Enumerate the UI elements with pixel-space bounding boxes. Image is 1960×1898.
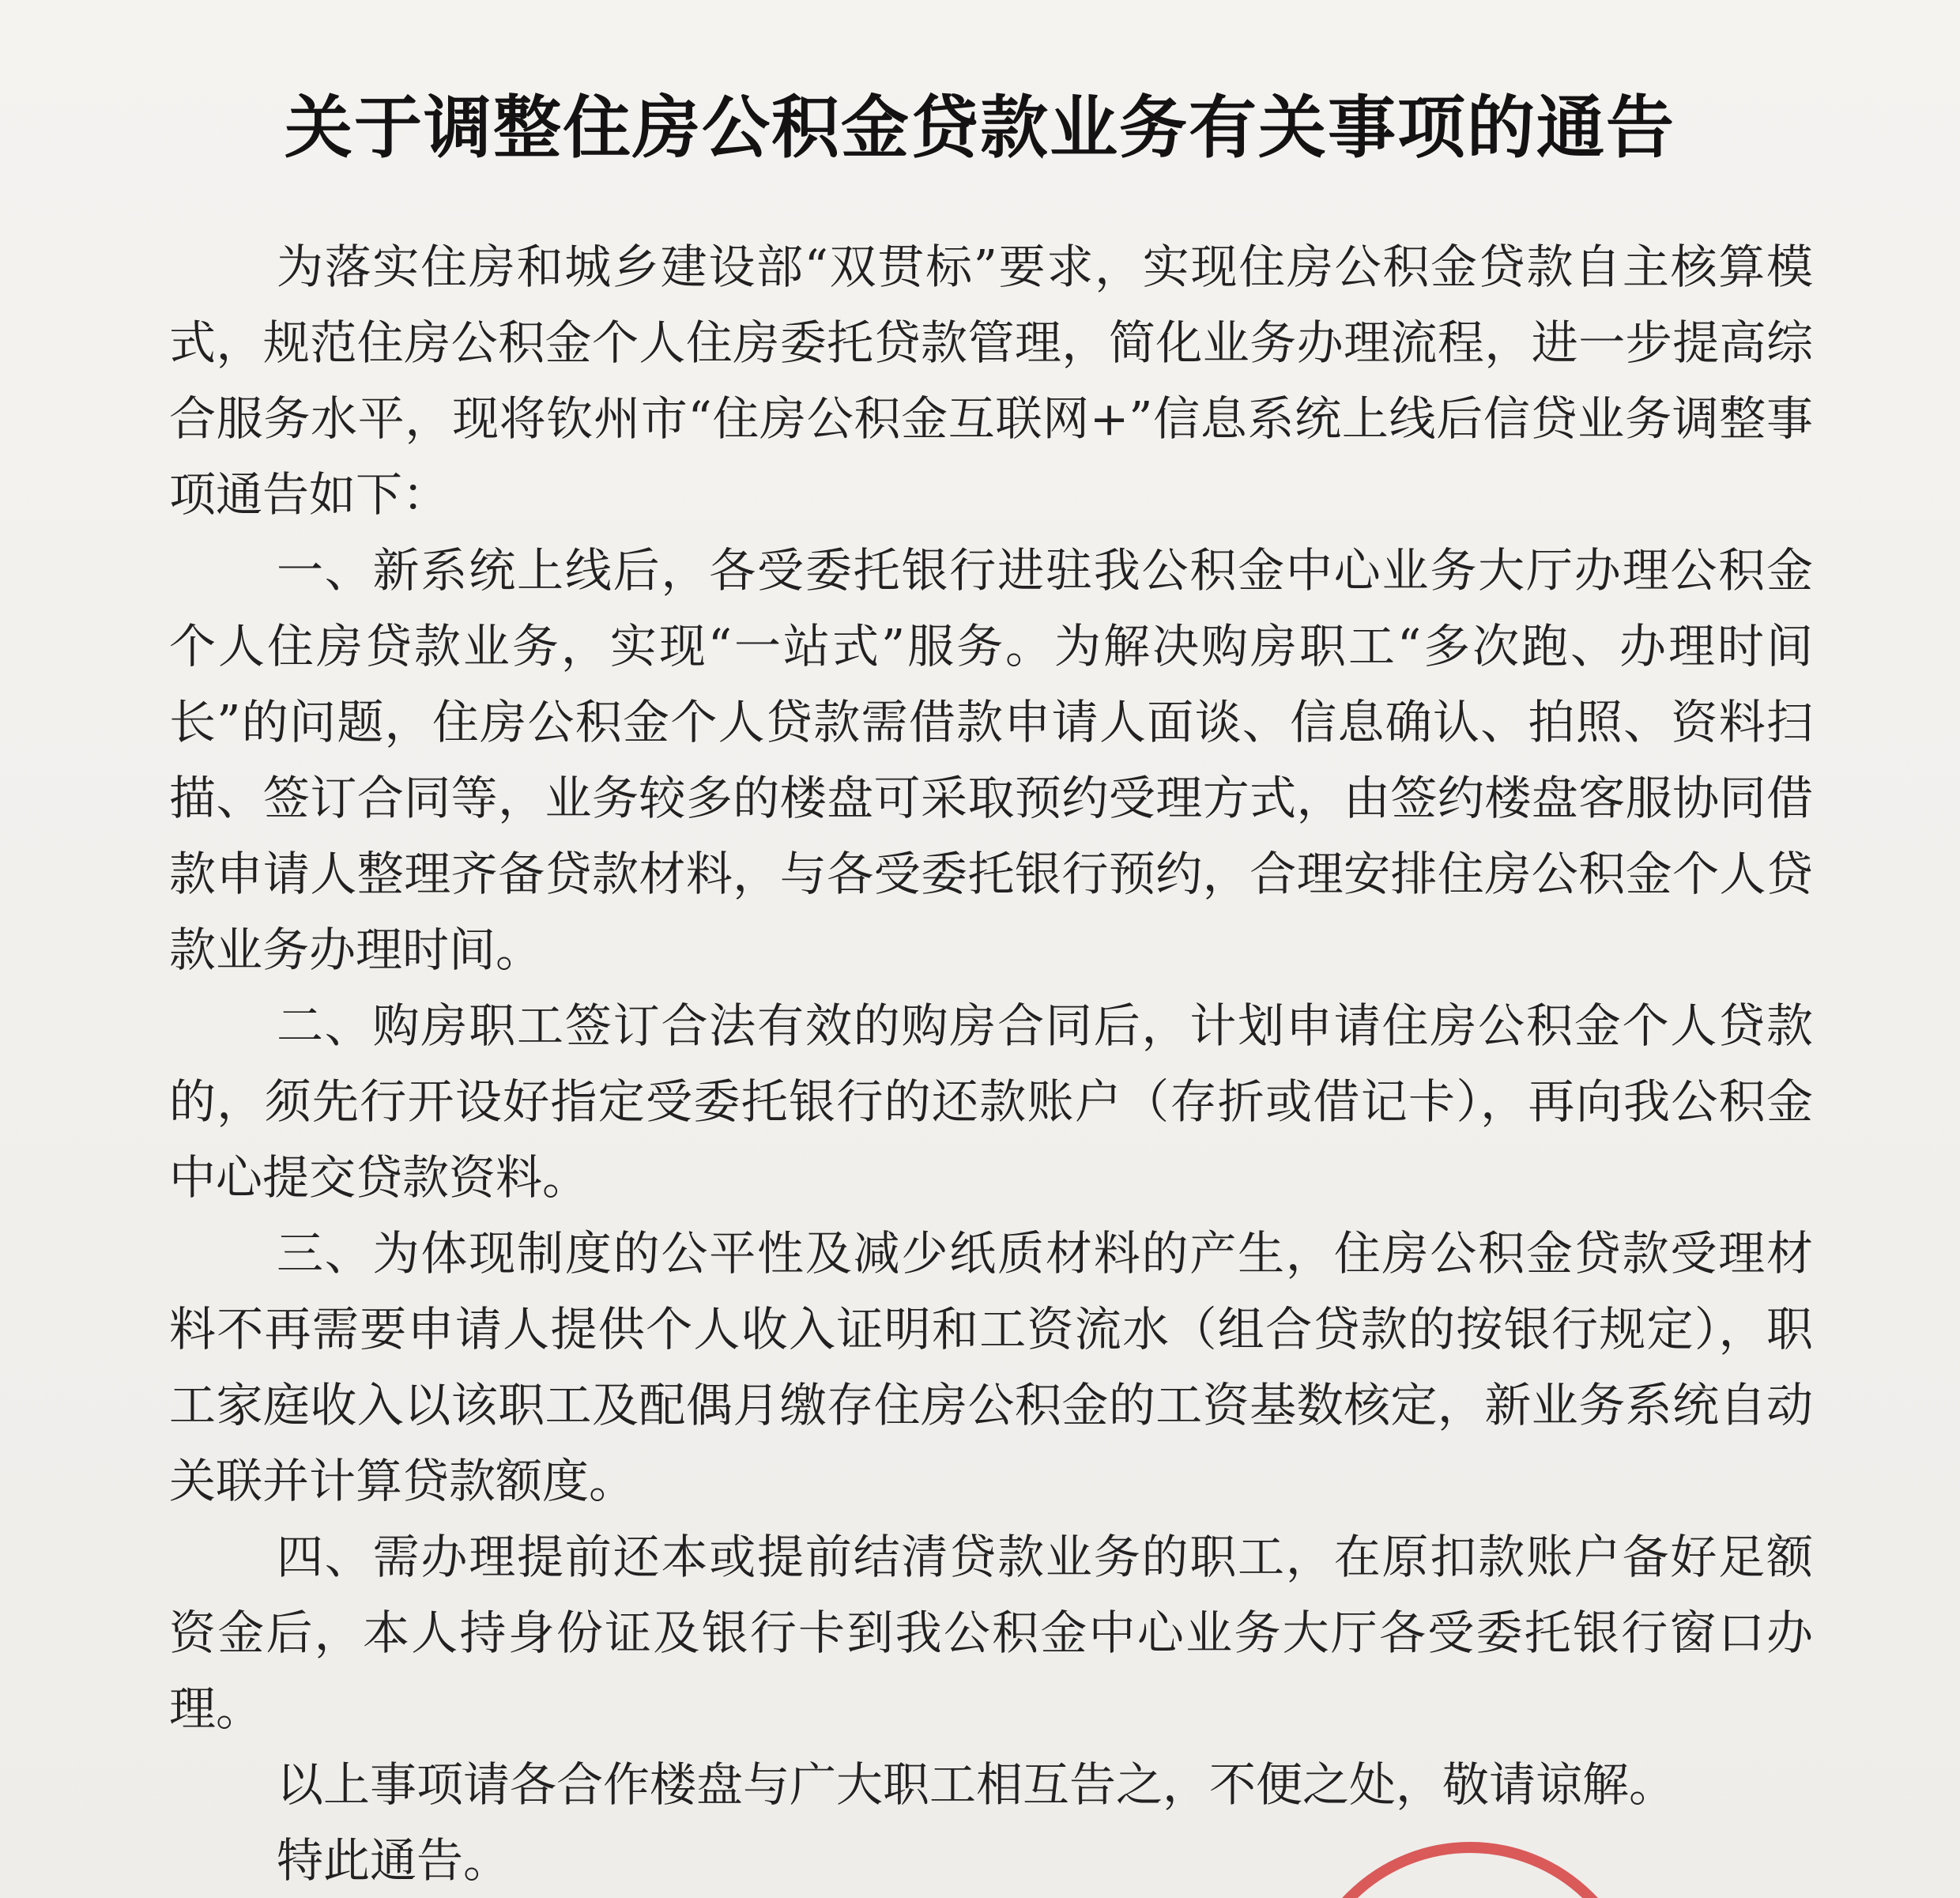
paragraph-item-1: 一、新系统上线后，各受委托银行进驻我公积金中心业务大厅办理公积金个人住房贷款业务，实现“一站式”服务。为解决购房职工“多次跑、办理时间长”的问题，住房公积金个人贷款需借款申请人面谈、信息确认、拍照、资料扫描、签订合同等，业务较多的楼盘可采取预约受理方式，由签约楼盘客服协同借款申请人整理齐备贷款材料，与各受委托银行预约，合理安排住房公积金个人贷款业务办理时间。 [169,543,1813,977]
document-body [169,229,1813,1898]
paragraph-notice-end: 特此通告。 [277,1833,511,1888]
paragraph-item-3: 三、为体现制度的公平性及减少纸质材料的产生，住房公积金贷款受理材料不再需要申请人提供个人收入证明和工资流水（组合贷款的按银行规定），职工家庭收入以该职工及配偶月缴存住房公积金的工资基数核定，新业务系统自动关联并计算贷款额度。 [169,1226,1813,1508]
paragraph-item-2: 二、购房职工签订合法有效的购房合同后，计划申请住房公积金个人贷款的，须先行开设好指定受委托银行的还款账户（存折或借记卡），再向我公积金中心提交贷款资料。 [169,998,1813,1205]
paragraph-intro: 为落实住房和城乡建设部“双贯标”要求，实现住房公积金贷款自主核算模式，规范住房公积金个人住房委托贷款管理，简化业务办理流程，进一步提高综合服务水平，现将钦州市“住房公积金互联网+”信息系统上线后信贷业务调整事项通告如下： [169,240,1813,522]
paragraph-item-4: 四、需办理提前还本或提前结清贷款业务的职工，在原扣款账户备好足额资金后，本人持身份证及银行卡到我公积金中心业务大厅各受委托银行窗口办理。 [169,1530,1813,1736]
paragraph-closing: 以上事项请各合作楼盘与广大职工相互告之，不便之处，敬请谅解。 [277,1757,1676,1812]
document-title: 关于调整住房公积金贷款业务有关事项的通告 [285,89,1675,168]
